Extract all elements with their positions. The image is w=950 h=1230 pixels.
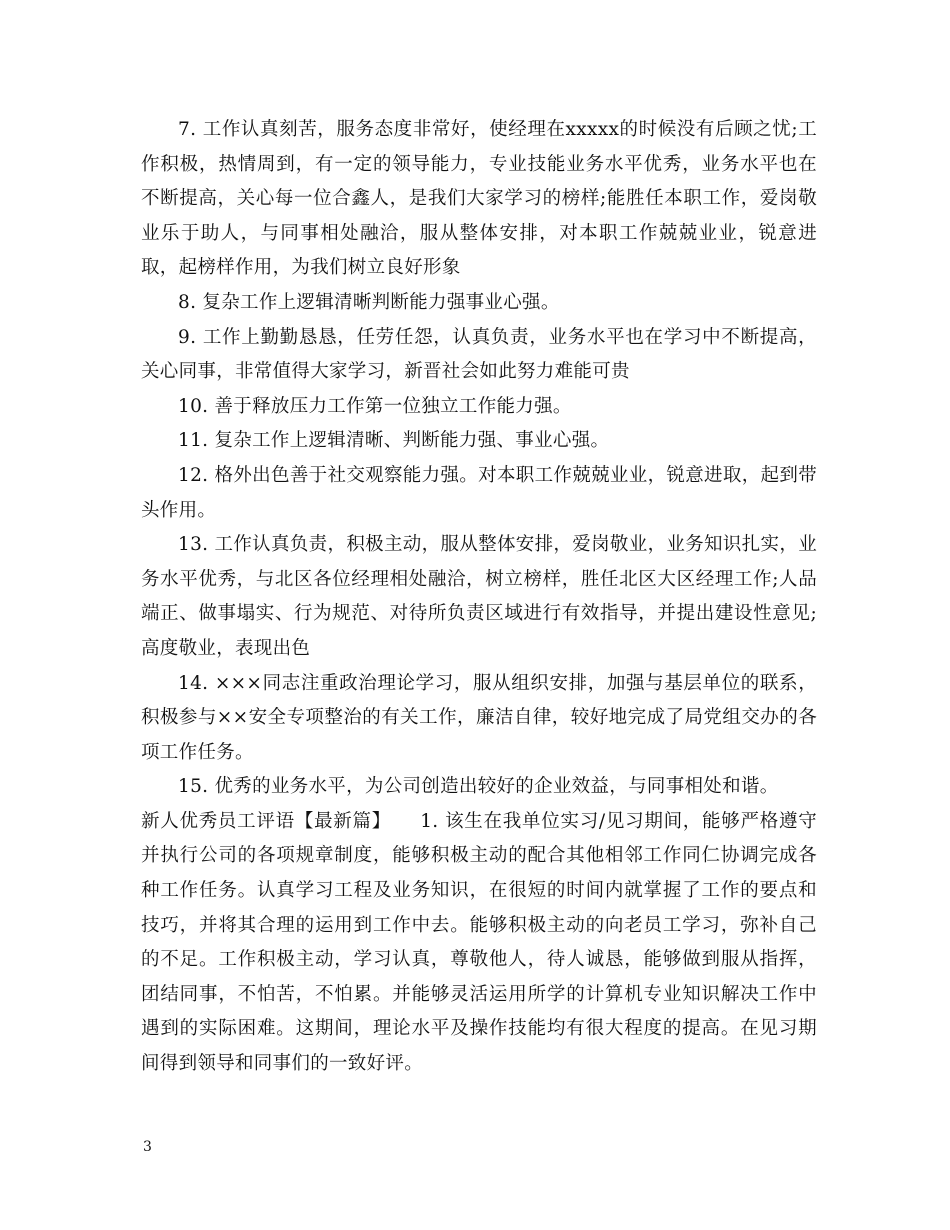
paragraph-item-12: 12. 格外出色善于社交观察能力强。对本职工作兢兢业业，锐意进取，起到带头作用。 <box>141 464 817 521</box>
paragraph-item-7: 7. 工作认真刻苦，服务态度非常好，使经理在xxxxx的时候没有后顾之忧;工作积极，热情周到，有一定的领导能力，专业技能业务水平优秀，业务水平也在不断提高，关心每一位合鑫人，是我们大家学习的榜样;能胜任本职工作，爱岗敬业乐于助人，与同事相处融洽，服从整体安排，对本职工作兢兢业业，锐意进取，起榜样作用，为我们树立良好形象 <box>141 119 817 279</box>
page-number: 3 <box>143 1139 152 1155</box>
section-paragraph: 新人优秀员工评语【最新篇】 1. 该生在我单位实习/见习期间，能够严格遵守并执行公司的各项规章制度，能够积极主动的配合其他相邻工作同仁协调完成各种工作任务。认真学习工程及业务知识，在很短的时间内就掌握了工作的要点和技巧，并将其合理的运用到工作中去。能够积极主动的向老员工学习，弥补自己的不足。工作积极主动，学习认真，尊敬他人，待人诚恳，能够做到服从指挥，团结同事，不怕苦，不怕累。并能够灵活运用所学的计算机专业知识解决工作中遇到的实际困难。这期间，理论水平及操作技能均有很大程度的提高。在见习期间得到领导和同事们的一致好评。 <box>141 810 817 1075</box>
paragraph-item-11: 11. 复杂工作上逻辑清晰、判断能力强、事业心强。 <box>178 430 610 452</box>
paragraph-item-13: 13. 工作认真负责，积极主动，服从整体安排，爱岗敬业，业务知识扎实，业务水平优秀，与北区各位经理相处融洽，树立榜样，胜任北区大区经理工作;人品端正、做事塌实、行为规范、对待所负责区域进行有效指导，并提出建设性意见;高度敬业，表现出色 <box>141 534 817 659</box>
paragraph-item-8: 8. 复杂工作上逻辑清晰判断能力强事业心强。 <box>178 291 560 313</box>
document-body <box>141 113 817 1082</box>
paragraph-item-10: 10. 善于释放压力工作第一位独立工作能力强。 <box>178 395 572 417</box>
paragraph-item-14: 14. ×××同志注重政治理论学习，服从组织安排，加强与基层单位的联系，积极参与××安全专项整治的有关工作，廉洁自律，较好地完成了局党组交办的各项工作任务。 <box>141 672 817 763</box>
paragraph-item-15: 15. 优秀的业务水平，为公司创造出较好的企业效益，与同事相处和谐。 <box>178 776 779 798</box>
paragraph-item-9: 9. 工作上勤勤恳恳，任劳任怨，认真负责，业务水平也在学习中不断提高，关心同事，非常值得大家学习，新晋社会如此努力难能可贵 <box>141 326 817 383</box>
